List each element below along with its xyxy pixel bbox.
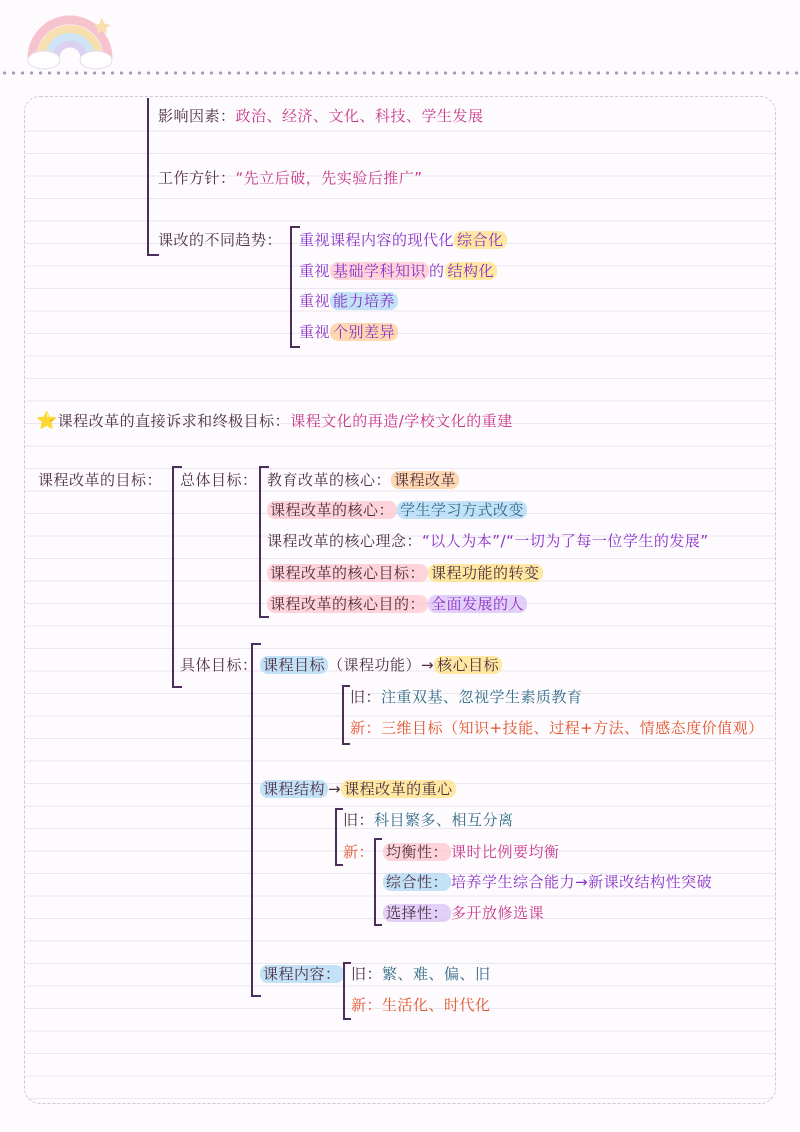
trend-item-highlight: 能力培养 bbox=[330, 292, 398, 310]
trend-label: 课改的不同趋势： bbox=[158, 231, 283, 249]
overall-item-label: 课程改革的核心理念： bbox=[267, 532, 423, 550]
structure-item bbox=[383, 841, 560, 863]
course-content-row bbox=[260, 963, 344, 985]
new-value: 三维目标（知识+技能、过程+方法、情感态度价值观） bbox=[381, 719, 764, 737]
trend-item-text: 重视 bbox=[299, 262, 331, 280]
dotted-divider bbox=[0, 70, 800, 76]
specific-label: 具体目标： bbox=[180, 656, 258, 674]
trend-item bbox=[299, 290, 398, 312]
overall-item-label: 课程改革的核心目的： bbox=[267, 595, 428, 613]
rainbow-sticker bbox=[22, 8, 118, 72]
overall-item-value: 全面发展的人 bbox=[428, 595, 527, 613]
overall-item bbox=[267, 499, 527, 521]
overall-item-label: 课程改革的核心： bbox=[267, 501, 397, 519]
overall-item bbox=[267, 562, 543, 584]
course-goal-bracket bbox=[342, 685, 350, 745]
course-content-old bbox=[351, 963, 491, 985]
course-structure-bracket bbox=[335, 808, 343, 866]
top-branch-line bbox=[147, 98, 149, 256]
structure-item bbox=[383, 871, 712, 893]
influence-label: 影响因素： bbox=[158, 107, 236, 125]
top-branch-foot bbox=[147, 254, 159, 256]
policy-row bbox=[158, 167, 423, 189]
policy-label: 工作方针： bbox=[158, 169, 236, 187]
course-structure-title: 课程结构 bbox=[260, 780, 328, 798]
course-content-bracket bbox=[343, 962, 351, 1020]
trend-item bbox=[299, 321, 398, 343]
overall-item-value: 学生学习方式改变 bbox=[397, 501, 527, 519]
old-value: 繁、难、偏、旧 bbox=[382, 965, 491, 983]
overall-item-value: 课程改革 bbox=[391, 471, 459, 489]
course-structure-row bbox=[260, 778, 456, 800]
trend-item-highlight: 综合化 bbox=[454, 231, 507, 249]
overall-item bbox=[267, 469, 459, 491]
structure-item-value: 多开放修选课 bbox=[451, 904, 545, 922]
goal-header-value: 课程文化的再造/学校文化的重建 bbox=[290, 412, 513, 430]
course-goal-old bbox=[350, 686, 583, 708]
course-structure-old bbox=[343, 809, 514, 831]
new-label: 新： bbox=[343, 843, 375, 861]
old-label: 旧： bbox=[343, 811, 375, 829]
influence-row bbox=[158, 105, 484, 127]
old-label: 旧： bbox=[350, 688, 382, 706]
structure-new-bracket bbox=[374, 838, 382, 926]
course-content-title: 课程内容： bbox=[260, 965, 344, 983]
new-value: 生活化、时代化 bbox=[382, 996, 491, 1014]
overall-item-value: 课程功能的转变 bbox=[428, 564, 543, 582]
policy-value: “先立后破，先实验后推广” bbox=[235, 169, 423, 187]
overall-item-label: 课程改革的核心目标： bbox=[267, 564, 428, 582]
old-value: 科目繁多、相互分离 bbox=[374, 811, 514, 829]
trend-item bbox=[299, 229, 507, 251]
structure-item-value: 培养学生综合能力→新课改结构性突破 bbox=[451, 873, 713, 891]
trend-item-text: 重视 bbox=[299, 292, 331, 310]
overall-label: 总体目标： bbox=[180, 471, 258, 489]
trend-item bbox=[299, 260, 497, 282]
old-value: 注重双基、忽视学生素质教育 bbox=[381, 688, 583, 706]
trend-item-text: 重视课程内容的现代化 bbox=[299, 231, 455, 249]
specific-bracket bbox=[251, 643, 261, 997]
course-goal-row bbox=[260, 654, 502, 676]
structure-item-label: 选择性： bbox=[383, 904, 451, 922]
influence-value: 政治、经济、文化、科技、学生发展 bbox=[235, 107, 484, 125]
course-goal-paren: （课程功能）→ bbox=[328, 656, 435, 674]
course-goal-core: 核心目标 bbox=[434, 656, 502, 674]
course-goal-title: 课程目标 bbox=[260, 656, 328, 674]
trend-item-highlight: 结构化 bbox=[445, 262, 498, 280]
trend-item-highlight: 基础学科知识 bbox=[330, 262, 429, 280]
structure-item-value: 课时比例要均衡 bbox=[451, 843, 560, 861]
new-label: 新： bbox=[351, 996, 383, 1014]
course-content-new bbox=[351, 994, 491, 1016]
overall-item bbox=[267, 593, 527, 615]
goal-header-label: 课程改革的直接诉求和终极目标： bbox=[57, 412, 291, 430]
structure-item-label: 均衡性： bbox=[383, 843, 451, 861]
course-goal-new bbox=[350, 717, 764, 739]
new-label: 新： bbox=[350, 719, 382, 737]
trend-item-text: 的 bbox=[429, 262, 445, 280]
old-label: 旧： bbox=[351, 965, 383, 983]
goals-root-label: 课程改革的目标： bbox=[38, 471, 163, 489]
overall-item bbox=[267, 530, 709, 552]
trend-item-highlight: 个别差异 bbox=[330, 323, 398, 341]
course-structure-core: 课程改革的重心 bbox=[341, 780, 456, 798]
star-icon: ⭐ bbox=[36, 411, 58, 431]
structure-item bbox=[383, 902, 544, 924]
overall-item-value: “以人为本”/“一切为了每一位学生的发展” bbox=[422, 532, 709, 550]
trend-item-text: 重视 bbox=[299, 323, 331, 341]
course-structure-arrow: → bbox=[328, 780, 342, 798]
goal-header bbox=[36, 410, 513, 432]
overall-item-label: 教育改革的核心： bbox=[267, 471, 392, 489]
structure-item-label: 综合性： bbox=[383, 873, 451, 891]
